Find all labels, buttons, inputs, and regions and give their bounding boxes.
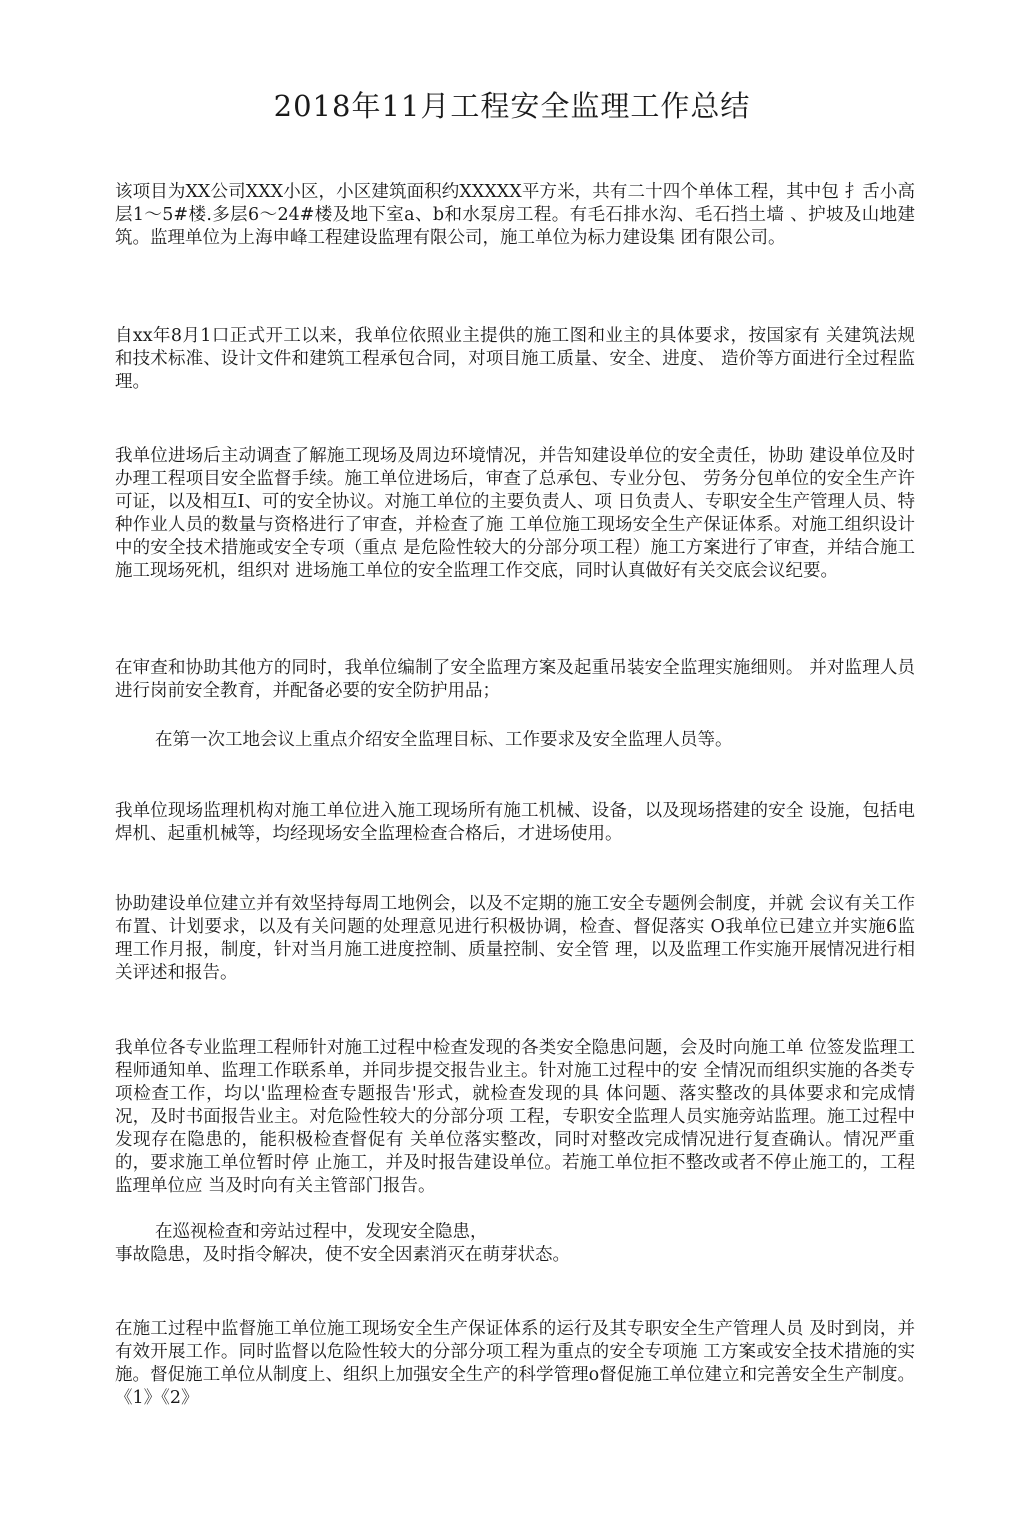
paragraph-machinery-inspection: 我单位现场监理机构对施工单位进入施工现场所有施工机械、设备，以及现场搭建的安全 设施，包括电焊机、起重机械等，均经现场安全监理检查合格后，才进场使用。 <box>115 801 915 844</box>
paragraph-safety-system-supervision: 在施工过程中监督施工单位施工现场安全生产保证体系的运行及其专职安全生产管理人员 及时到岗，并有效开展工作。同时监督以危险性较大的分部分项工程为重点的安全专项施 工方案或安全技术措施的实施。督促施工单位从制度上、组织上加强安全生产的科学管理o督促施工单位建立和完善安全生产制度。《1》《2》 <box>115 1319 915 1408</box>
patrol-line-1: 在巡视检查和旁站过程中，发现安全隐患， <box>155 1222 488 1242</box>
paragraph-project-overview: 该项目为XX公司XXX小区，小区建筑面积约XXXXX平方米，共有二十四个单体工程，其中包 扌舌小高层1～5#楼.多层6～24#楼及地下室a、b和水泵房工程。有毛石排水沟、毛石挡土墙 、护坡及山地建筑。监理单位为上海申峰工程建设监理有限公司，施工单位为标力建设集 团有限公司。 <box>115 182 915 248</box>
paragraph-hazard-handling: 我单位各专业监理工程师针对施工过程中检查发现的各类安全隐患问题，会及时向施工单 位签发监理工程师通知单、监理工作联系单，并同步提交报告业主。针对施工过程中的安 全情况而组织实施的各类专项检查工作，均以'监理检查专题报告'形式，就检查发现的具 体问题、落实整改的具体要求和完成情况，及时书面报告业主。对危险性较大的分部分项 工程，专职安全监理人员实施旁站监理。施工过程中发现存在隐患的，能积极检查督促有 关单位落实整改，同时对整改完成情况进行复查确认。情况严重的，要求施工单位暂时停 止施工，并及时报告建设单位。若施工单位拒不整改或者不停止施工的，工程监理单位应 当及时向有关主管部门报告。 <box>115 1038 915 1196</box>
document-title: 2018年11月工程安全监理工作总结 <box>273 89 751 123</box>
paragraph-patrol-inspection <box>115 1221 915 1267</box>
paragraph-start-of-work: 自xx年8月1口正式开工以来，我单位依照业主提供的施工图和业主的具体要求，按国家有 关建筑法规和技术标准、设计文件和建筑工程承包合同，对项目施工质量、安全、进度、 造价等方面进行全过程监理。 <box>115 326 915 392</box>
paragraph-site-investigation: 我单位进场后主动调查了解施工现场及周边环境情况，并告知建设单位的安全责任，协助 建设单位及时办理工程项目安全监督手续。施工单位进场后，审查了总承包、专业分包、 劳务分包单位的安全生产许可证，以及相互I、可的安全协议。对施工单位的主要负责人、项 日负责人、专职安全生产管理人员、特种作业人员的数量与资格进行了审查，并检查了施 工单位施工现场安全生产保证体系。对施工组织设计中的安全技术措施或安全专项（重点 是危险性较大的分部分项工程）施工方案进行了审查，并结合施工施工现场死机，组织对 进场施工单位的安全监理工作交底，同时认真做好有关交底会议纪要。 <box>115 446 915 581</box>
paragraph-weekly-meetings: 协助建设单位建立并有效坚持每周工地例会，以及不定期的施工安全专题例会制度，并就 会议有关工作布置、计划要求，以及有关问题的处理意见进行积极协调，检查、督促落实 O我单位已建立并实施6监理工作月报，制度，针对当月施工进度控制、质量控制、安全管 理，以及监理工作实施开展情况进行相关评述和报告。 <box>115 894 915 983</box>
patrol-line-2: 事故隐患，及时指令解决，使不安全因素消灭在萌芽状态。 <box>115 1245 570 1265</box>
paragraph-first-site-meeting: 在第一次工地会议上重点介绍安全监理目标、工作要求及安全监理人员等。 <box>155 730 733 750</box>
paragraph-supervision-plan: 在审查和协助其他方的同时，我单位编制了安全监理方案及起重吊装安全监理实施细则。 并对监理人员进行岗前安全教育，并配备必要的安全防护用品； <box>115 658 915 701</box>
